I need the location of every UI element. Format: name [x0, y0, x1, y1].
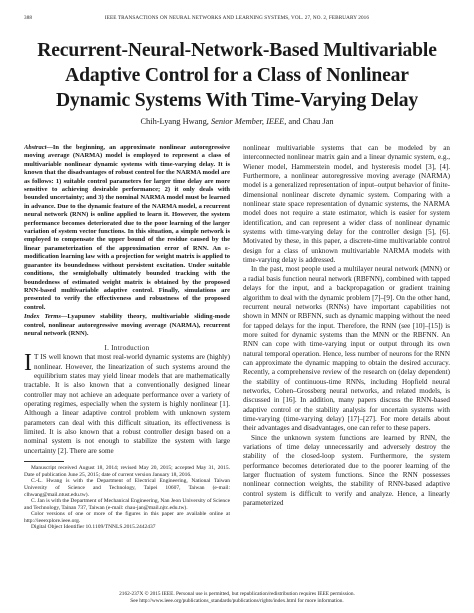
footnote-divider	[24, 461, 64, 462]
footnote-manuscript: Manuscript received August 18, 2014; revised May 20, 2015; accepted May 31, 2015. Date of publication June 25, 2015; date of current version January 18, 2016.	[24, 465, 230, 478]
body-paragraph-2: In the past, most people used a multilayer neural network (MNN) or a radial basis function neural network (RBFNN), combined with tapped delays for the input, and a backpropagation or gradient training algorithm to deal with the dynamic problem [7]–[9]. On the other hand, recurrent neural networks (RNNs) have important capabilities not shown in MNN or RBFNN, such as dynamic mapping without the need for tapped delays for the input. Therefore, the RNN (see [10]–[15]) is more suited for dynamic systems than the MNN or the RBFNN. An RNN can cope with time-varying input or output through its own natural temporal operation. Hence, less number of neurons for the RNN can approximate the dynamic mapping to obtain the desired accuracy. Recently, a comprehensive review of the research on (delay dependent) the stability of continuous-time RNNs, including Hopfield neural networks, Cohen–Grossberg neural networks, and related models, is discussed in [16]. In addition, many papers discuss the RNN-based adaptive control or the stability analysis for uncertain systems with time-varying (time-varying delay) [17]–[27]. For more details about their advantages and disadvantages, one can refer to these papers.	[243, 265, 450, 433]
running-header	[24, 15, 450, 25]
introduction-paragraph	[24, 350, 230, 456]
section-heading-introduction: I. Introduction	[104, 344, 150, 353]
author-membership: Senior Member, IEEE,	[210, 117, 287, 126]
title-line-2: Adaptive Control for a Class of Nonlinear	[65, 65, 409, 86]
author-1: Chih-Lyang Hwang,	[140, 117, 209, 126]
journal-name: IEEE TRANSACTIONS ON NEURAL NETWORKS AND LEARNING SYSTEMS, VOL. 27, NO. 2, FEBRUARY 2016	[104, 15, 370, 21]
right-column	[243, 144, 450, 587]
body-paragraph-1: nonlinear multivariable systems that can be modeled by an interconnected nonlinear matrix gain and a linear dynamic system, e.g., Wiener model, Hammerstein model, and hysteresis model [3], [4]. Furthermore, a nonlinear autoregressive moving average (NARMA) model is a generalized representation of input–output behavior of finite-dimensional nonlinear discrete dynamic system. Comparing with a nonlinear state space representation of dynamic systems, the NARMA model does not require a state estimator, which is easier for system identification, and can represent a wider class of nonlinear dynamic systems with time-varying delay for the controller design [5], [6]. Motivated by these, in this paper, a discrete-time multivariable control design for a class of unknown multivariable NARMA models with time-varying delay is addressed.	[243, 144, 450, 265]
paper-title	[24, 38, 450, 113]
index-terms	[24, 313, 230, 338]
copyright-notice	[24, 591, 450, 605]
footnotes	[24, 465, 230, 531]
page-number: 388	[24, 15, 33, 21]
author-2: and Chau Jan	[288, 117, 334, 126]
drop-cap: I	[24, 350, 32, 377]
body-paragraph-3: Since the unknown system functions are learned by RNN, the variations of time delay unnecessarily and adversely destroy the stability of the closed-loop system. Furthermore, the system performance becomes deteriorated due to the poorer learning of the larger fluctuation of system functions. Since the RNN possesses nonlinear connection weights, the stability of RNN-based adaptive control system is difficult to verify and analyze. Hence, a linearly parameterized	[243, 433, 450, 508]
footnote-doi: Digital Object Identifier 10.1109/TNNLS.2015.2442437	[31, 524, 156, 531]
left-column	[24, 144, 230, 584]
footnote-color: Color versions of one or more of the figures in this paper are available online at http://ieeexplore.ieee.org.	[24, 511, 230, 524]
index-terms-text: Lyapunov stability theory, multivariable sliding-mode control, nonlinear autoregressive moving average (NARMA), recurrent neural network (RNN).	[24, 313, 230, 337]
introduction-text: T IS well known that most real-world dynamic systems are (highly) nonlinear. However, the linearization of such systems around the equilibrium states may yield linear models that are mathematically tractable. It is also known that a conventionally designed linear controller may not achieve an adequate performance over a variety of operating regimes, especially when the system is highly nonlinear [1]. Although a linear adaptive control problem with unknown system parameters can deal with this difficult situation, its effectiveness is limited. It is also known that a robust controller design based on a nominal system is not enough to stabilize the system with large uncertainty [2]. There are some	[24, 353, 230, 455]
footnote-author-2: C. Jan is with the Department of Mechanical Engineering, Nan Jeon University of Science and Technology, Tainan 737, Taiwan (e-mail: chau-jan@mail.njtc.edu.tw).	[24, 498, 230, 511]
copyright-line-2: See http://www.ieee.org/publications_standards/publications/rights/index.html for more information.	[130, 598, 344, 604]
copyright-line-1: 2162-237X © 2015 IEEE. Personal use is permitted, but republication/redistribution requires IEEE permission.	[119, 591, 355, 597]
footnote-author-1: C.-L. Hwang is with the Department of Electrical Engineering, National Taiwan University of Science and Technology, Taipei 10607, Taiwan (e-mail: clhwang@mail.ntust.edu.tw).	[24, 478, 230, 498]
author-line	[24, 117, 450, 126]
abstract-label: Abstract—	[24, 144, 53, 151]
title-line-1: Recurrent-Neural-Network-Based Multivariable	[37, 40, 437, 61]
index-terms-label: Index Terms—	[24, 313, 68, 321]
abstract-text: In the beginning, an approximate nonlinear autoregressive moving average (NARMA) model is employed to represent a class of multivariable nonlinear dynamic systems with time-varying delay. It is known that the disadvantages of robust control for the NARMA model are as follows: 1) suitable control parameters for larger time delay are more sensitive to achieving desirable performance; 2) it only deals with bounded uncertainty; and 3) the nominal NARMA model must be learned in advance. Due to the dynamic feature of the NARMA model, a recurrent neural network (RNN) is online applied to learn it. However, the system performance becomes deteriorated due to the poor learning of the larger variation of system vector functions. In this situation, a simple network is employed to compensate the upper bound of the residue caused by the linear parameterization of the approximation error of RNN. An ε-modification learning law with a projection for weight matrix is applied to guarantee its boundedness without persistent excitation. Under suitable conditions, the semiglobally ultimately bounded tracking with the boundedness of estimated weight matrix is obtained by the proposed RNN-based multivariable adaptive control. Finally, simulations are presented to verify the effectiveness and robustness of the proposed control.	[24, 144, 230, 311]
title-line-3: Dynamic Systems With Time-Varying Delay	[55, 90, 419, 111]
abstract	[24, 144, 230, 312]
